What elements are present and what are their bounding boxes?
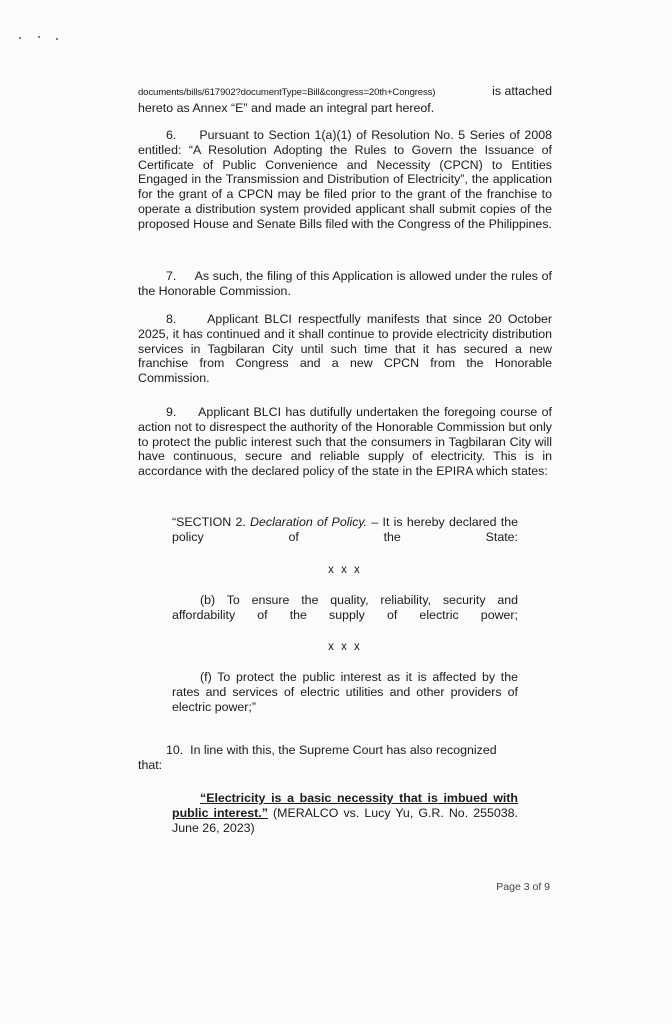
paragraph-number: 9. (166, 405, 177, 419)
policy-item-f: (f) To protect the public interest as it is affected by the rates and services of electric utilities and other providers of electric power;” (172, 670, 518, 714)
omission-marker-1: x x x (328, 564, 362, 576)
paragraph-number: 7. (166, 269, 177, 283)
paragraph-text: In line with this, the Supreme Court has also recognized (190, 743, 497, 757)
paragraph-10 (138, 743, 552, 773)
paragraph-number: 8. (166, 312, 177, 326)
page-number: Page 3 of 9 (496, 881, 550, 893)
paragraph-8 (138, 312, 552, 386)
supreme-court-quote (172, 791, 518, 835)
paragraph-text: As such, the filing of this Application is allowed under the rules of the Honorable Commission. (138, 269, 552, 298)
court-quote-bold: “Electricity is a basic necessity that is imbued with public interest.” (172, 791, 518, 820)
bill-url: documents/bills/617902?documentType=Bill&congress=20th+Congress) (138, 87, 436, 98)
court-citation: (MERALCO vs. Lucy Yu, G.R. No. 255038. June 26, 2023) (172, 805, 518, 835)
section-rest: – It is hereby declared the policy of the State: (172, 515, 518, 544)
paragraph-text: Pursuant to Section 1(a)(1) of Resolution No. 5 Series of 2008 entitled: “A Resolution Adopting the Rules to Govern the Issuance of Certificate of Public Convenience and Necessity (CPCN) to Entities Engaged in the Transmission and Distribution of Electricity”, the application for the grant of a CPCN may be filed prior to the grant of the franchise to operate a distribution system provided applicant shall submit copies of the proposed House and Senate Bills filed with the Congress of the Philippines. (138, 128, 552, 231)
url-line (138, 84, 552, 101)
continuation-text: hereto as Annex “E” and made an integral part hereof. (138, 100, 435, 115)
paragraph-9 (138, 405, 552, 479)
paragraph-continuation: that: (138, 757, 163, 772)
paragraph-6 (138, 128, 552, 232)
epira-section-heading (172, 515, 518, 545)
url-continuation (138, 84, 552, 116)
paragraph-number: 6. (166, 128, 177, 142)
paragraph-text: Applicant BLCI respectfully manifests that since 20 October 2025, it has continued and it shall continue to provide electricity distribution services in Tagbilaran City until such time that it has secured a new franchise from Congress and a new CPCN from the Honorable Commission. (138, 312, 552, 386)
policy-item-b: (b) To ensure the quality, reliability, security and affordability of the supply of electric power; (172, 593, 518, 622)
omission-marker-2: x x x (328, 641, 362, 653)
url-tail-text: is attached (492, 84, 552, 98)
section-lead: “SECTION 2. (172, 515, 246, 529)
paragraph-number: 10. (166, 743, 184, 757)
paragraph-text: Applicant BLCI has dutifully undertaken the foregoing course of action not to disrespect the authority of the Honorable Commission but only to protect the public interest such that the consumers in Tagbilaran City will have continuous, secure and reliable supply of electricity. This is in accordance with the declared policy of the state in the EPIRA which states: (138, 405, 553, 479)
paragraph-7 (138, 269, 552, 299)
section-title: Declaration of Policy. (250, 515, 368, 529)
